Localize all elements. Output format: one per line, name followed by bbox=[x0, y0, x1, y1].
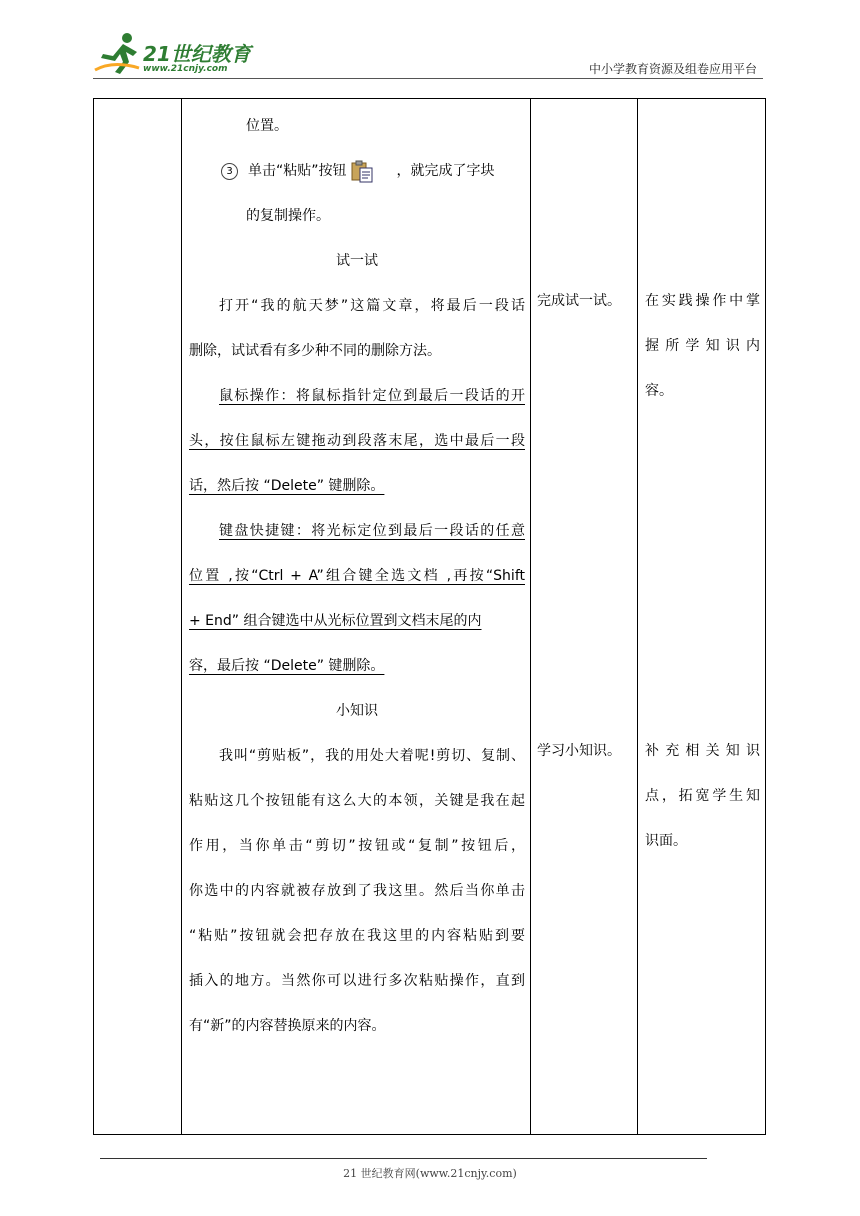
step-number-badge: 3 bbox=[221, 163, 238, 180]
design-purpose-1 bbox=[645, 279, 760, 414]
purpose-line: 识面。 bbox=[645, 833, 687, 849]
site-logo bbox=[93, 30, 263, 78]
section-heading-try: 试一试 bbox=[336, 253, 378, 269]
text-line: 粘贴这几个按钮能有这么大的本领，关键是我在起 bbox=[189, 793, 525, 809]
header-platform-title: 中小学教育资源及组卷应用平台 bbox=[588, 62, 757, 76]
student-activity-1 bbox=[537, 279, 632, 324]
text-line: “粘贴”按钮就会把存放在我这里的内容粘贴到要 bbox=[189, 928, 525, 944]
step-3-line bbox=[189, 149, 525, 194]
purpose-line: 点，拓宽学生知 bbox=[645, 788, 760, 804]
teaching-content-cell bbox=[189, 104, 525, 1049]
section-heading-tips: 小知识 bbox=[336, 703, 378, 719]
text-line: 位置。 bbox=[246, 118, 288, 134]
underlined-text: 头，按住鼠标左键拖动到段落末尾，选中最后一段 bbox=[189, 433, 525, 449]
text-line: 插入的地方。当然你可以进行多次粘贴操作，直到 bbox=[189, 973, 525, 989]
column-divider-1 bbox=[181, 98, 182, 1135]
text-fragment: 单击“粘贴”按钮 bbox=[248, 163, 347, 179]
logo-url: www.21cnjy.com bbox=[143, 64, 228, 74]
column-divider-2 bbox=[530, 98, 531, 1135]
text-line bbox=[189, 374, 525, 419]
text-line bbox=[189, 509, 525, 554]
page-header bbox=[93, 30, 761, 80]
purpose-line: 在实践操作中掌 bbox=[645, 293, 760, 309]
logo-text: 21世纪教育 bbox=[143, 42, 251, 66]
runner-logo-icon bbox=[93, 30, 141, 76]
text-line: 作用，当你单击“剪切”按钮或“复制”按钮后， bbox=[189, 838, 525, 854]
paste-icon bbox=[349, 159, 379, 183]
purpose-line: 补充相关知识 bbox=[645, 743, 760, 759]
student-activity-text: 完成试一试。 bbox=[537, 293, 621, 309]
column-divider-3 bbox=[637, 98, 638, 1135]
text-line bbox=[189, 599, 525, 644]
text-line bbox=[189, 464, 525, 509]
underlined-text: 位置 ,按“Ctrl + A”组合键全选文档 ,再按“Shift bbox=[189, 568, 525, 584]
purpose-line: 握所学知识内 bbox=[645, 338, 760, 354]
student-activity-2 bbox=[537, 729, 632, 774]
text-line: 删除，试试看有多少种不同的删除方法。 bbox=[189, 343, 441, 359]
text-line: 你选中的内容就被存放到了我这里。然后当你单击 bbox=[189, 883, 525, 899]
underlined-text: 鼠标操作：将鼠标指针定位到最后一段话的开 bbox=[219, 388, 525, 404]
student-activity-text: 学习小知识。 bbox=[537, 743, 621, 759]
underlined-text: 容，最后按 “Delete” 键删除。 bbox=[189, 658, 385, 674]
underlined-text: 键盘快捷键：将光标定位到最后一段话的任意 bbox=[219, 523, 525, 539]
text-line: 打开“我的航天梦”这篇文章，将最后一段话 bbox=[219, 298, 525, 314]
text-line: 有“新”的内容替换原来的内容。 bbox=[189, 1018, 386, 1034]
page-footer: 21 世纪教育网(www.21cnjy.com) bbox=[343, 1167, 517, 1180]
underlined-text: 话，然后按 “Delete” 键删除。 bbox=[189, 478, 385, 494]
text-line: 的复制操作。 bbox=[246, 208, 330, 224]
underlined-text: + End” 组合键选中从光标位置到文档末尾的内 bbox=[189, 613, 482, 629]
header-divider bbox=[93, 78, 763, 79]
text-line bbox=[189, 554, 525, 599]
purpose-line: 容。 bbox=[645, 383, 673, 399]
text-line bbox=[189, 419, 525, 464]
footer-divider bbox=[100, 1158, 707, 1159]
text-line bbox=[189, 644, 525, 689]
text-fragment: ，就完成了字块 bbox=[396, 163, 495, 179]
design-purpose-2 bbox=[645, 729, 760, 864]
text-line: 我叫“剪贴板”，我的用处大着呢!剪切、复制、 bbox=[219, 748, 525, 764]
